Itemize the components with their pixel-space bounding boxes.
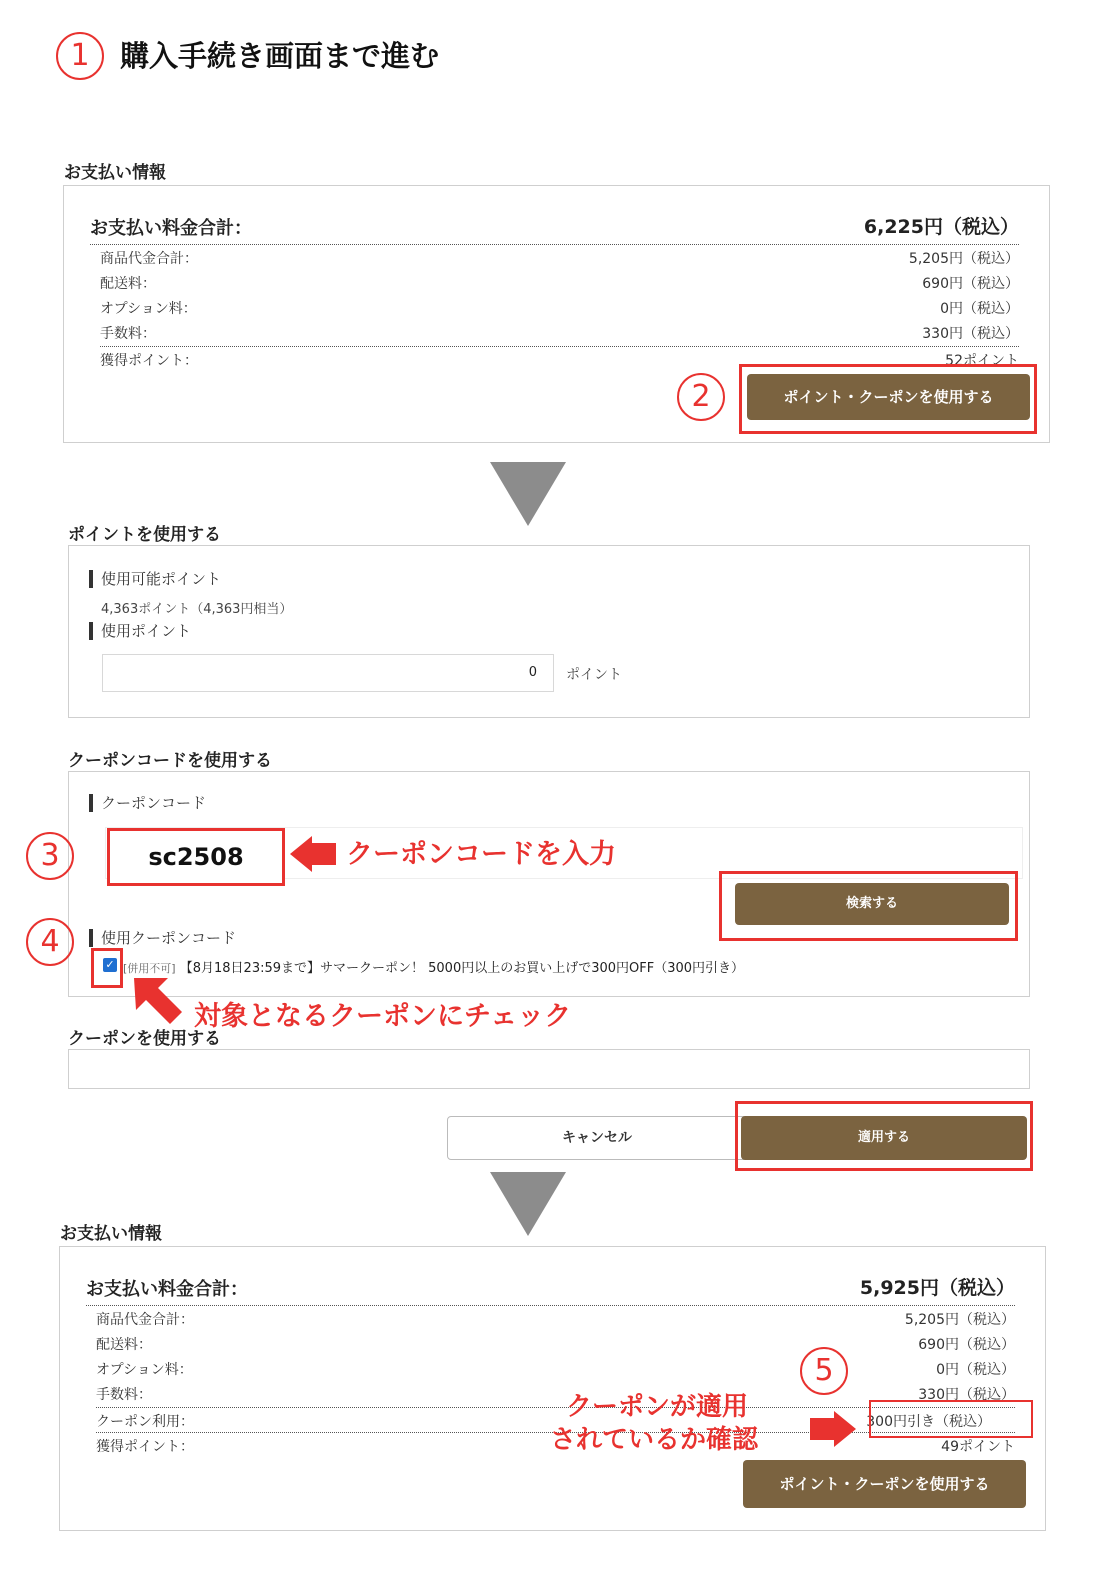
coupon-code-label: クーポンコード <box>89 794 206 812</box>
payment-row-value: 0円（税込） <box>940 301 1019 317</box>
payment-row-label: オプション料： <box>96 1362 193 1378</box>
payment-total-label: お支払い料金合計： <box>86 1279 248 1300</box>
payment-total-bottom <box>86 1271 1015 1306</box>
payment-total-value: 5,925円（税込） <box>859 1277 1015 1299</box>
payment-row-value: 690円（税込） <box>918 1337 1015 1353</box>
payment-row-label: 商品代金合計： <box>100 251 198 267</box>
payment-row <box>100 295 1019 320</box>
payment-row-value: 49ポイント <box>941 1439 1015 1455</box>
use-points-coupon-button-top[interactable]: ポイント・クーポンを使用する <box>747 374 1030 420</box>
payment-row <box>100 320 1019 345</box>
payment-total-value: 6,225円（税込） <box>863 216 1019 238</box>
down-arrow-icon <box>490 1172 566 1236</box>
payment-row-value: 690円（税込） <box>922 276 1019 292</box>
points-section-title: ポイントを使用する <box>68 525 221 545</box>
points-unit: ポイント <box>566 667 622 683</box>
highlight-box-checkbox <box>91 948 123 988</box>
payment-row-label: 手数料： <box>96 1387 152 1403</box>
payment-row-value: 52ポイント <box>945 353 1019 369</box>
available-points-value: 4,363ポイント（4,363円相当） <box>101 602 293 617</box>
payment-row-value: 0円（税込） <box>936 1362 1015 1378</box>
points-panel <box>68 545 1030 718</box>
payment-row <box>100 270 1019 295</box>
step-5-badge: 5 <box>800 1347 848 1395</box>
use-points-input[interactable] <box>102 654 554 692</box>
arrow-right-shaft <box>810 1418 834 1440</box>
highlight-box-coupon-row <box>869 1400 1033 1438</box>
step-2-badge: 2 <box>677 373 725 421</box>
step-5-note-line-1: クーポンが適用 <box>566 1392 749 1422</box>
payment-section-title-top: お支払い情報 <box>64 163 166 183</box>
highlight-box-apply <box>735 1101 1033 1171</box>
payment-row-value: 330円（税込） <box>922 326 1019 342</box>
payment-total-label: お支払い料金合計： <box>90 218 252 239</box>
coupon-entry <box>123 957 744 976</box>
payment-row-label: 配送料： <box>96 1337 152 1353</box>
used-coupon-label: 使用クーポンコード <box>89 929 236 947</box>
step-1-title: 購入手続き画面まで進む <box>120 39 440 73</box>
coupon-search-button[interactable]: 検索する <box>735 883 1009 925</box>
step-4-note: 対象となるクーポンにチェック <box>194 1001 572 1032</box>
coupon-checkbox[interactable]: ✓ <box>103 958 117 972</box>
payment-row <box>96 1331 1015 1356</box>
use-points-input-value: 0 <box>528 665 537 680</box>
payment-row <box>96 1306 1015 1331</box>
payment-row <box>100 245 1019 270</box>
use-points-label: 使用ポイント <box>89 622 191 640</box>
cancel-button[interactable]: キャンセル <box>447 1116 747 1160</box>
payment-row-label: 手数料： <box>100 326 156 342</box>
payment-row-label: 商品代金合計： <box>96 1312 194 1328</box>
payment-section-title-bottom: お支払い情報 <box>60 1224 162 1244</box>
coupon-tag: [併用不可] <box>123 962 176 975</box>
step-5-note-line-2: されているか確認 <box>550 1425 759 1455</box>
down-arrow-icon <box>490 462 566 526</box>
use-coupon-panel <box>68 1049 1030 1089</box>
use-points-coupon-button-bottom[interactable]: ポイント・クーポンを使用する <box>743 1460 1026 1508</box>
coupon-code-input[interactable]: sc2508 <box>107 828 285 886</box>
payment-row-label: 配送料： <box>100 276 156 292</box>
step-4-badge: 4 <box>26 918 74 966</box>
arrow-up-left-icon <box>130 974 186 1026</box>
highlight-box-search <box>719 871 1018 941</box>
payment-row-value: 300円引き（税込） <box>866 1414 991 1430</box>
highlight-box-step-2 <box>739 364 1037 434</box>
payment-row-label: 獲得ポイント： <box>100 353 198 369</box>
payment-panel-bottom <box>59 1246 1046 1531</box>
arrow-left-shaft <box>310 843 336 865</box>
payment-row-label: オプション料： <box>100 301 197 317</box>
arrow-left-icon <box>290 836 312 872</box>
payment-row-value: 5,205円（税込） <box>908 251 1019 267</box>
available-points-label: 使用可能ポイント <box>89 570 221 588</box>
coupon-code-section-title: クーポンコードを使用する <box>68 751 272 771</box>
payment-row-label: 獲得ポイント： <box>96 1439 194 1455</box>
apply-button[interactable]: 適用する <box>741 1116 1027 1160</box>
coupon-description: 【8月18日23:59まで】サマークーポン！ 5000円以上のお買い上げで300円OFF（300円引き） <box>179 961 745 976</box>
payment-row-value: 5,205円（税込） <box>904 1312 1015 1328</box>
arrow-right-icon <box>834 1411 856 1447</box>
payment-row-value: 330円（税込） <box>918 1387 1015 1403</box>
payment-row <box>96 1356 1015 1381</box>
step-1-badge: 1 <box>56 32 104 80</box>
payment-row-label: クーポン利用： <box>96 1414 194 1430</box>
payment-total-top <box>90 210 1019 245</box>
step-3-badge: 3 <box>26 832 74 880</box>
use-coupon-section-title: クーポンを使用する <box>68 1029 221 1049</box>
step-3-note: クーポンコードを入力 <box>346 839 616 870</box>
